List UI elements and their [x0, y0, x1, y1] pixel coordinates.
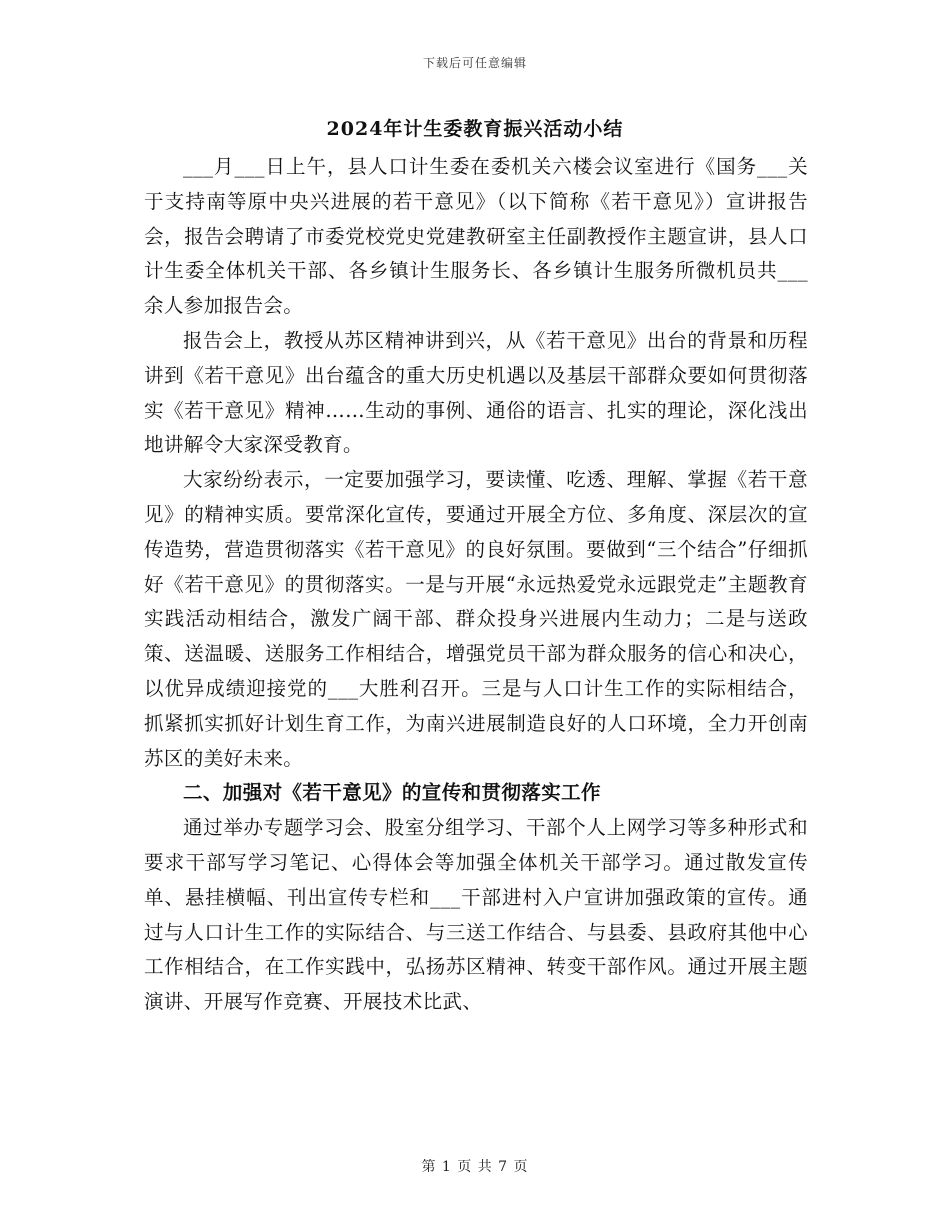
- section-paragraph: 通过举办专题学习会、股室分组学习、干部个人上网学习等多种形式和要求干部写学习笔记、心得体会等加强全体机关干部学习。通过散发宣传单、悬挂横幅、刊出宣传专栏和___干部进村入户宣讲加强政策的宣传。通过与人口计生工作的实际结合、与三送工作结合、与县委、县政府其他中心工作相结合，在工作实践中，弘扬苏区精神、转变干部作风。通过开展主题演讲、开展写作竞赛、开展技术比武、: [144, 816, 808, 1014]
- paragraph-3: 大家纷纷表示，一定要加强学习，要读懂、吃透、理解、掌握《若干意见》的精神实质。要常深化宣传，要通过开展全方位、多角度、深层次的宣传造势，营造贯彻落实《若干意见》的良好氛围。要做到“三个结合”仔细抓好《若干意见》的贯彻落实。一是与开展“永远热爱党永远跟党走”主题教育实践活动相结合，激发广阔干部、群众投身兴进展内生动力；二是与送政策、送温暖、送服务工作相结合，增强党员干部为群众服务的信心和决心，以优异成绩迎接党的___大胜利召开。三是与人口计生工作的实际相结合，抓紧抓实抓好计划生育工作，为南兴进展制造良好的人口环境，全力开创南苏区的美好未来。: [144, 468, 808, 770]
- paragraph-2: 报告会上，教授从苏区精神讲到兴，从《若干意见》出台的背景和历程讲到《若干意见》出台蕴含的重大历史机遇以及基层干部群众要如何贯彻落实《若干意见》精神……生动的事例、通俗的语言、扎实的理论，深化浅出地讲解令大家深受教育。: [144, 328, 808, 457]
- section-heading: 二、加强对《若干意见》的宣传和贯彻落实工作: [183, 781, 601, 805]
- page-number: 第 1 页 共 7 页: [421, 1159, 529, 1175]
- document-body: [144, 150, 808, 1020]
- document-title: 2024年计生委教育振兴活动小结: [326, 118, 624, 140]
- paragraph-1: ___月___日上午，县人口计生委在委机关六楼会议室进行《国务___关于支持南等原中央兴进展的若干意见》（以下简称《若干意见》）宣讲报告会，报告会聘请了市委党校党史党建教研室主任副教授作主题宣讲，县人口计生委全体机关干部、各乡镇计生服务长、各乡镇计生服务所微机员共___余人参加报告会。: [144, 155, 808, 318]
- header-note: 下载后可任意编辑: [422, 56, 527, 70]
